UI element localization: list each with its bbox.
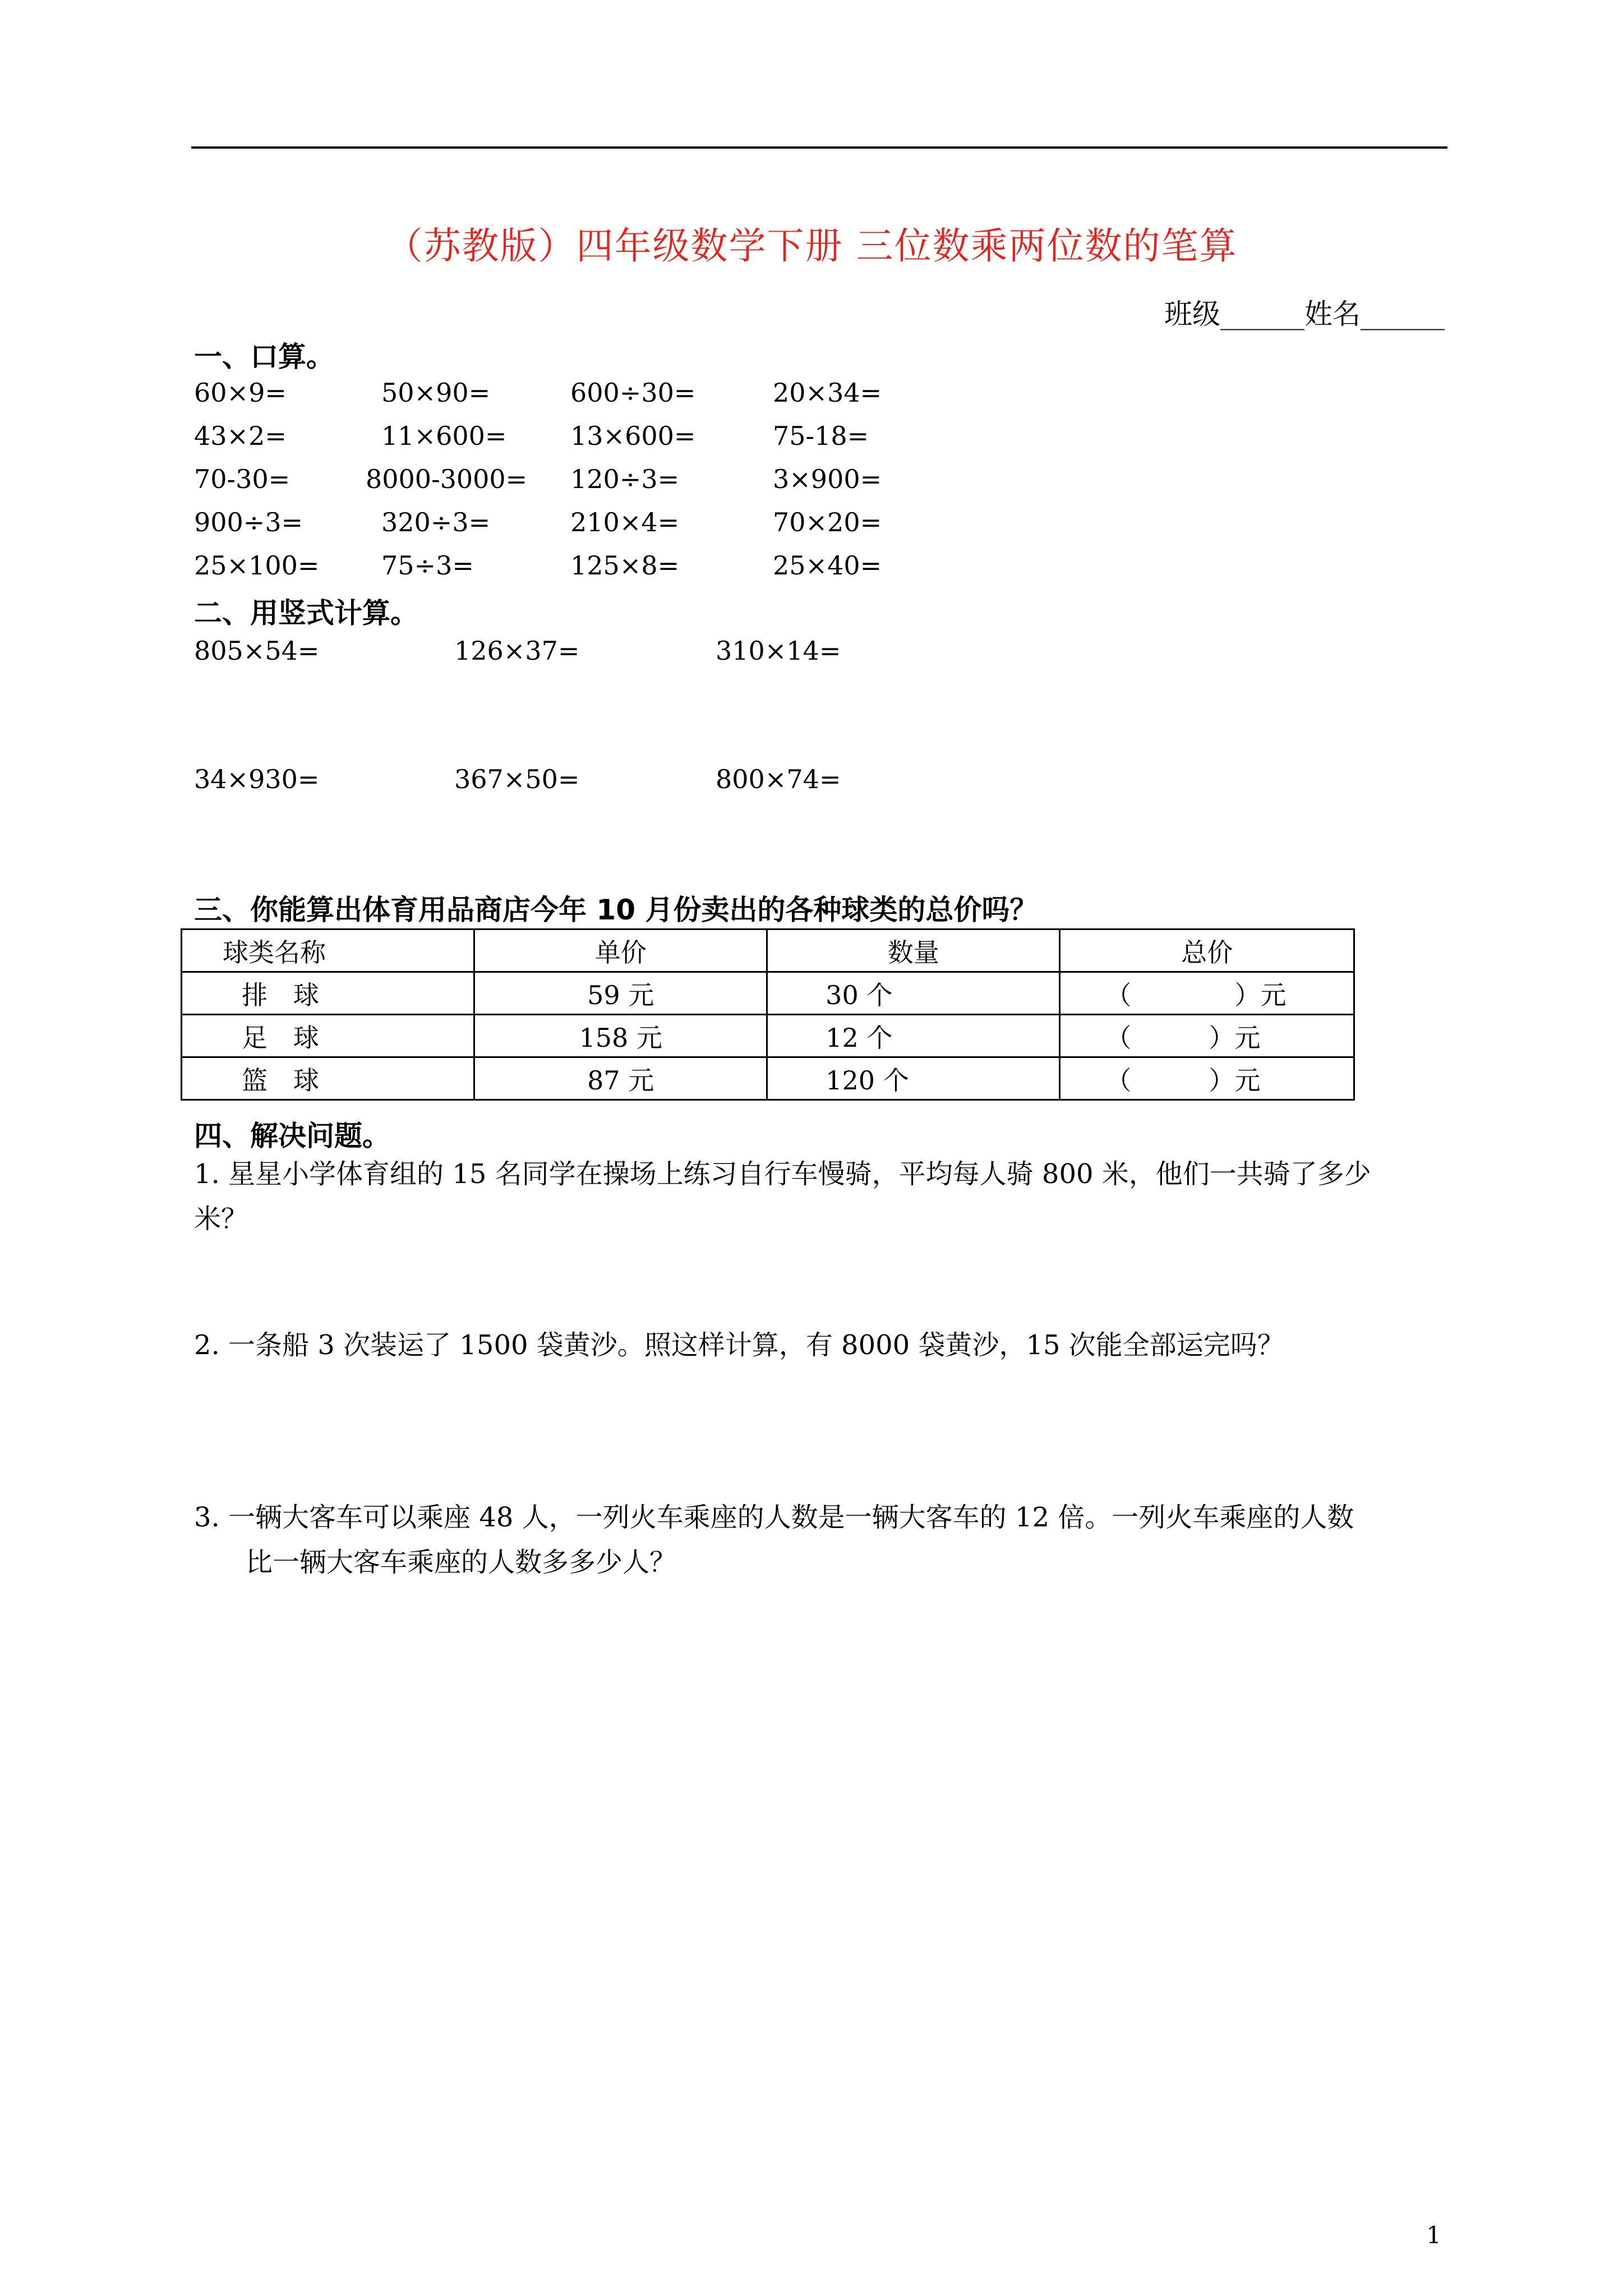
vertical-calc-item: 800×74= [716, 764, 841, 794]
table-cell: 59 元 [474, 972, 767, 1015]
problem-2: 2. 一条船 3 次装运了 1500 袋黄沙。照这样计算，有 8000 袋黄沙，15 次能全部运完吗？ [194, 1329, 1284, 1361]
ball-price-table [181, 928, 1355, 1101]
table-cell: 87 元 [474, 1057, 767, 1100]
oral-calc-item: 125×8= [570, 550, 680, 581]
page-title: （苏教版）四年级数学下册 三位数乘两位数的笔算 [385, 224, 1238, 268]
oral-calc-item: 70-30= [194, 464, 291, 494]
class-name-line: 班级______姓名______ [1164, 298, 1445, 330]
table-cell: 篮 球 [182, 1057, 474, 1100]
oral-calc-item: 43×2= [194, 421, 287, 451]
vertical-calc-item: 367×50= [454, 764, 580, 794]
table-row [182, 1015, 1354, 1057]
table-header-cell: 总价 [1060, 930, 1354, 972]
oral-calc-item: 900÷3= [194, 507, 303, 537]
table-header-cell: 数量 [767, 930, 1060, 972]
vertical-calc-item: 805×54= [194, 636, 320, 666]
oral-calc-item: 210×4= [570, 507, 680, 537]
oral-calc-item: 70×20= [773, 507, 882, 537]
oral-calc-item: 11×600= [381, 421, 507, 451]
table-cell: （ ）元 [1060, 972, 1354, 1015]
table-cell: 排 球 [182, 972, 474, 1015]
problem-1-line1: 1. 星星小学体育组的 15 名同学在操场上练习自行车慢骑，平均每人骑 800 米，他们一共骑了多少 [194, 1158, 1371, 1190]
oral-calc-item: 75÷3= [381, 550, 474, 581]
section2-heading: 二、用竖式计算。 [194, 597, 418, 629]
section1-heading: 一、口算。 [194, 341, 334, 373]
oral-calc-item: 50×90= [381, 378, 491, 408]
oral-calc-item: 3×900= [773, 464, 882, 494]
table-cell: 足 球 [182, 1015, 474, 1057]
oral-calc-item: 13×600= [570, 421, 696, 451]
problem-1-line2: 米？ [194, 1203, 248, 1235]
table-cell: （ ）元 [1060, 1015, 1354, 1057]
section3-heading: 三、你能算出体育用品商店今年 10 月份卖出的各种球类的总价吗？ [194, 894, 1038, 926]
table-header-row [182, 930, 1354, 972]
oral-calc-item: 25×100= [194, 550, 320, 581]
table-cell: （ ）元 [1060, 1057, 1354, 1100]
table-header-cell: 球类名称 [182, 930, 474, 972]
oral-calc-item: 600÷30= [570, 378, 696, 408]
vertical-calc-item: 34×930= [194, 764, 320, 794]
table-header-cell: 单价 [474, 930, 767, 972]
oral-calc-item: 320÷3= [381, 507, 491, 537]
table-cell: 30 个 [767, 972, 1060, 1015]
table-row [182, 1057, 1354, 1100]
oral-calc-item: 60×9= [194, 378, 287, 408]
header-rule [191, 146, 1447, 149]
oral-calc-item: 75-18= [773, 421, 869, 451]
problem-3-line2: 比一辆大客车乘座的人数多多少人？ [246, 1547, 677, 1578]
table-row [182, 972, 1354, 1015]
oral-calc-item: 20×34= [773, 378, 882, 408]
oral-calc-item: 120÷3= [570, 464, 680, 494]
problem-3-line1: 3. 一辆大客车可以乘座 48 人，一列火车乘座的人数是一辆大客车的 12 倍。一列火车乘座的人数 [194, 1502, 1354, 1533]
vertical-calc-item: 126×37= [454, 636, 580, 666]
page-number: 1 [1426, 2221, 1441, 2249]
vertical-calc-item: 310×14= [716, 636, 841, 666]
table-cell: 12 个 [767, 1015, 1060, 1057]
oral-calc-item: 25×40= [773, 550, 882, 581]
oral-calc-item: 8000-3000= [366, 464, 528, 494]
table-cell: 120 个 [767, 1057, 1060, 1100]
table-cell: 158 元 [474, 1015, 767, 1057]
section4-heading: 四、解决问题。 [194, 1120, 390, 1152]
